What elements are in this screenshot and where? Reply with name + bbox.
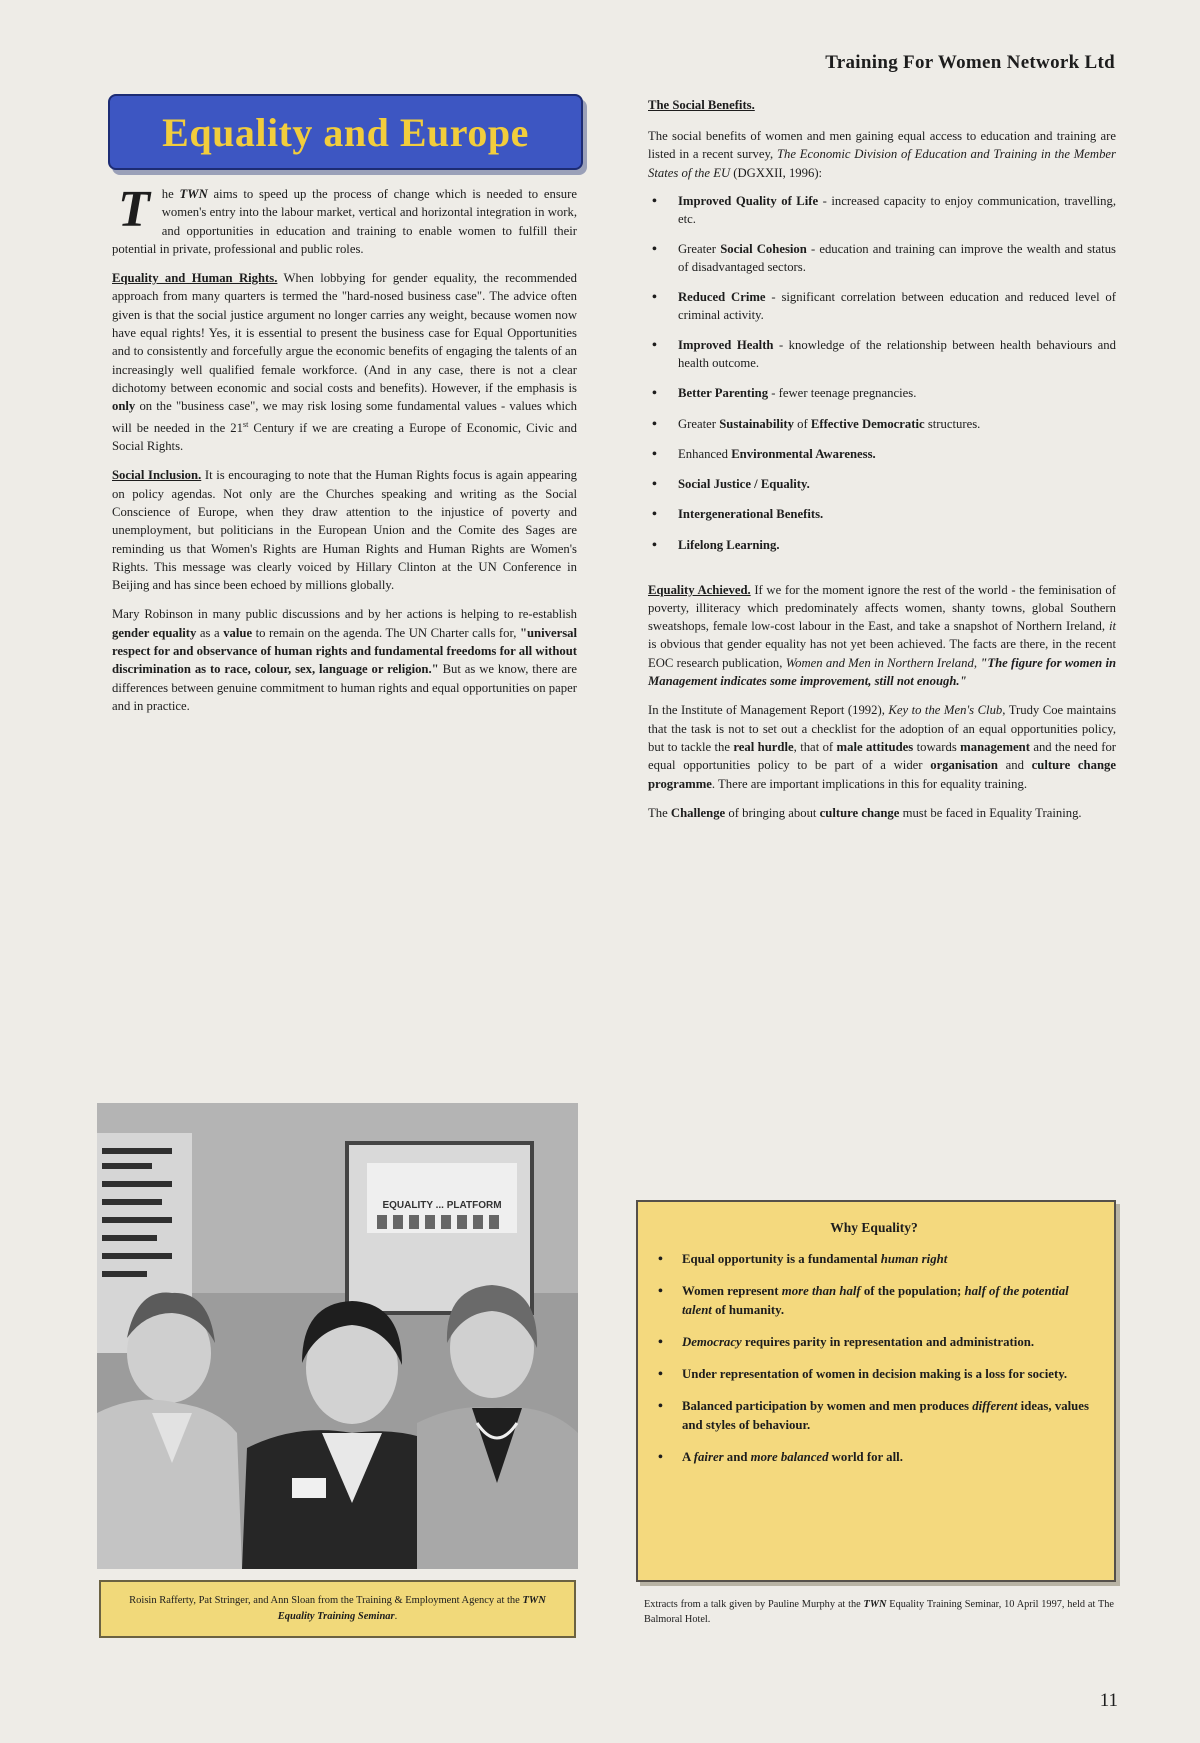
- equality-achieved-heading: Equality Achieved.: [648, 582, 751, 597]
- poster-text: EQUALITY ... PLATFORM: [382, 1200, 502, 1211]
- page-title: Equality and Europe: [162, 109, 529, 155]
- list-item: • A fairer and more balanced world for all.: [654, 1448, 1094, 1467]
- right-column: [648, 98, 1116, 833]
- photo-illustration: [97, 1103, 578, 1569]
- why-equality-title: Why Equality?: [830, 1220, 918, 1235]
- equality-achieved-paragraph: Equality Achieved. If we for the moment ignore the rest of the world - the feminisation of poverty, illiteracy which predominately affects women, shanty towns, global Southern sweatshops, female low-cost labour in the East, and take a snapshot of Northern Ireland, it is obvious that gender equality has not yet been achieved. The facts are there, in the recent EOC research publication, Women and Men in Northern Ireland, "The figure for women in Management indicates some improvement, still not enough.": [648, 582, 1117, 689]
- benefits-list: [648, 193, 1116, 555]
- list-item: • Improved Health - knowledge of the relationship between health behaviours and health outcome.: [648, 337, 1116, 373]
- list-item: • Greater Sustainability of Effective Democratic structures.: [648, 416, 1116, 434]
- drop-cap: T: [118, 181, 150, 238]
- list-item: • Intergenerational Benefits.: [648, 506, 1116, 524]
- list-item: • Social Justice / Equality.: [648, 476, 1116, 494]
- list-item: • Equal opportunity is a fundamental human right: [654, 1250, 1094, 1269]
- list-item: • Lifelong Learning.: [648, 537, 1116, 555]
- un-charter-quote: "universal respect for and observance of human rights and fundamental freedoms for all without discrimination as to race, colour, sex, language or religion.": [112, 625, 578, 677]
- photo-caption: Roisin Rafferty, Pat Stringer, and Ann Sloan from the Training & Employment Agency at the TWN Equality Training Seminar.: [99, 1580, 576, 1638]
- list-item: • Reduced Crime - significant correlation between education and reduced level of criminal activity.: [648, 289, 1116, 325]
- institute-paragraph: In the Institute of Management Report (1992), Key to the Men's Club, Trudy Coe maintains that the task is not to set out a checklist for the adoption of an equal opportunities policy, but to tackle the real hurdle, that of male attitudes towards management and the need for equal opportunities policy to be part of a wider organisation and culture change programme. There are important implications in this for equality training.: [648, 703, 1117, 791]
- challenge-paragraph: The Challenge of bringing about culture change must be faced in Equality Training.: [648, 805, 1082, 820]
- why-equality-box: [636, 1200, 1116, 1582]
- why-equality-list: [654, 1250, 1094, 1467]
- running-header: Training For Women Network Ltd: [825, 52, 1115, 73]
- extract-note: Extracts from a talk given by Pauline Murphy at the TWN Equality Training Seminar, 10 April 1997, held at The Balmoral Hotel.: [644, 1599, 1114, 1625]
- list-item: • Under representation of women in decision making is a loss for society.: [654, 1365, 1094, 1384]
- left-column: [112, 181, 578, 726]
- social-inclusion-heading: Social Inclusion.: [112, 468, 202, 483]
- twn-mark: TWN: [179, 187, 208, 201]
- seminar-photo: [97, 1103, 578, 1569]
- social-benefits-intro: The social benefits of women and men gaining equal access to education and training are listed in a recent survey, The Economic Division of Education and Training in the Member States of the EU (DGXXII, 1996):: [648, 129, 1116, 180]
- human-rights-paragraph: Equality and Human Rights. When lobbying for gender equality, the recommended approach from many quarters is termed the "hard-nosed business case". The advice often given is that the social justice argument no longer carries any weight, because women now have equal rights! Yes, it is essential to present the business case for Equal Opportunities and to consistently and forcefully argue the economic benefits of engaging the talents of an increasingly well qualified female workforce. (And in any case, there is not a clear dichotomy between economic and social costs and benefits). However, if the emphasis is only on the "business case", we may risk losing some fundamental values - values which will be needed in the 21st Century if we are creating a Europe of Economic, Civic and Social Rights.: [112, 271, 578, 454]
- list-item: • Improved Quality of Life - increased capacity to enjoy communication, travelling, etc.: [648, 193, 1116, 229]
- list-item: • Women represent more than half of the population; half of the potential talent of humanity.: [654, 1282, 1094, 1320]
- list-item: • Enhanced Environmental Awareness.: [648, 446, 1116, 464]
- social-benefits-heading: The Social Benefits.: [648, 98, 755, 112]
- social-inclusion-paragraph: Social Inclusion. It is encouraging to note that the Human Rights focus is again appearing on policy agendas. Not only are the Churches speaking and writing as the Social Conscience of Europe, when they draw attention to the injustice of poverty and unemployment, but politicians in the European Union and the Comite des Sages are reminding us that Women's Rights are Human Rights and Human Rights are Women's Rights. This message was clearly voiced by Hillary Clinton at the UN Conference in Beijing and has since been echoed by millions globally.: [112, 468, 577, 593]
- list-item: • Better Parenting - fewer teenage pregnancies.: [648, 385, 1116, 403]
- robinson-paragraph: Mary Robinson in many public discussions and by her actions is helping to re-establish gender equality as a value to remain on the agenda. The UN Charter calls for, "universal respect for and observance of human rights and fundamental freedoms for all without discrimination as to race, colour, sex, language or religion." But as we know, there are differences between genuine commitment to human rights and equal opportunities on paper and in practice.: [112, 607, 578, 713]
- intro-paragraph: The TWN aims to speed up the process of change which is needed to ensure women's entry into the labour market, vertical and horizontal integration in work, and opportunities in education and training to enable women to fulfill their potential in private, professional and public roles.: [112, 181, 577, 256]
- human-rights-heading: Equality and Human Rights.: [112, 271, 278, 286]
- list-item: • Democracy requires parity in representation and administration.: [654, 1333, 1094, 1352]
- list-item: • Greater Social Cohesion - education and training can improve the wealth and status of disadvantaged sectors.: [648, 241, 1116, 277]
- title-banner: [108, 94, 583, 170]
- list-item: • Balanced participation by women and men produces different ideas, values and styles of behaviour.: [654, 1397, 1094, 1435]
- page-number: 11: [1099, 1690, 1118, 1711]
